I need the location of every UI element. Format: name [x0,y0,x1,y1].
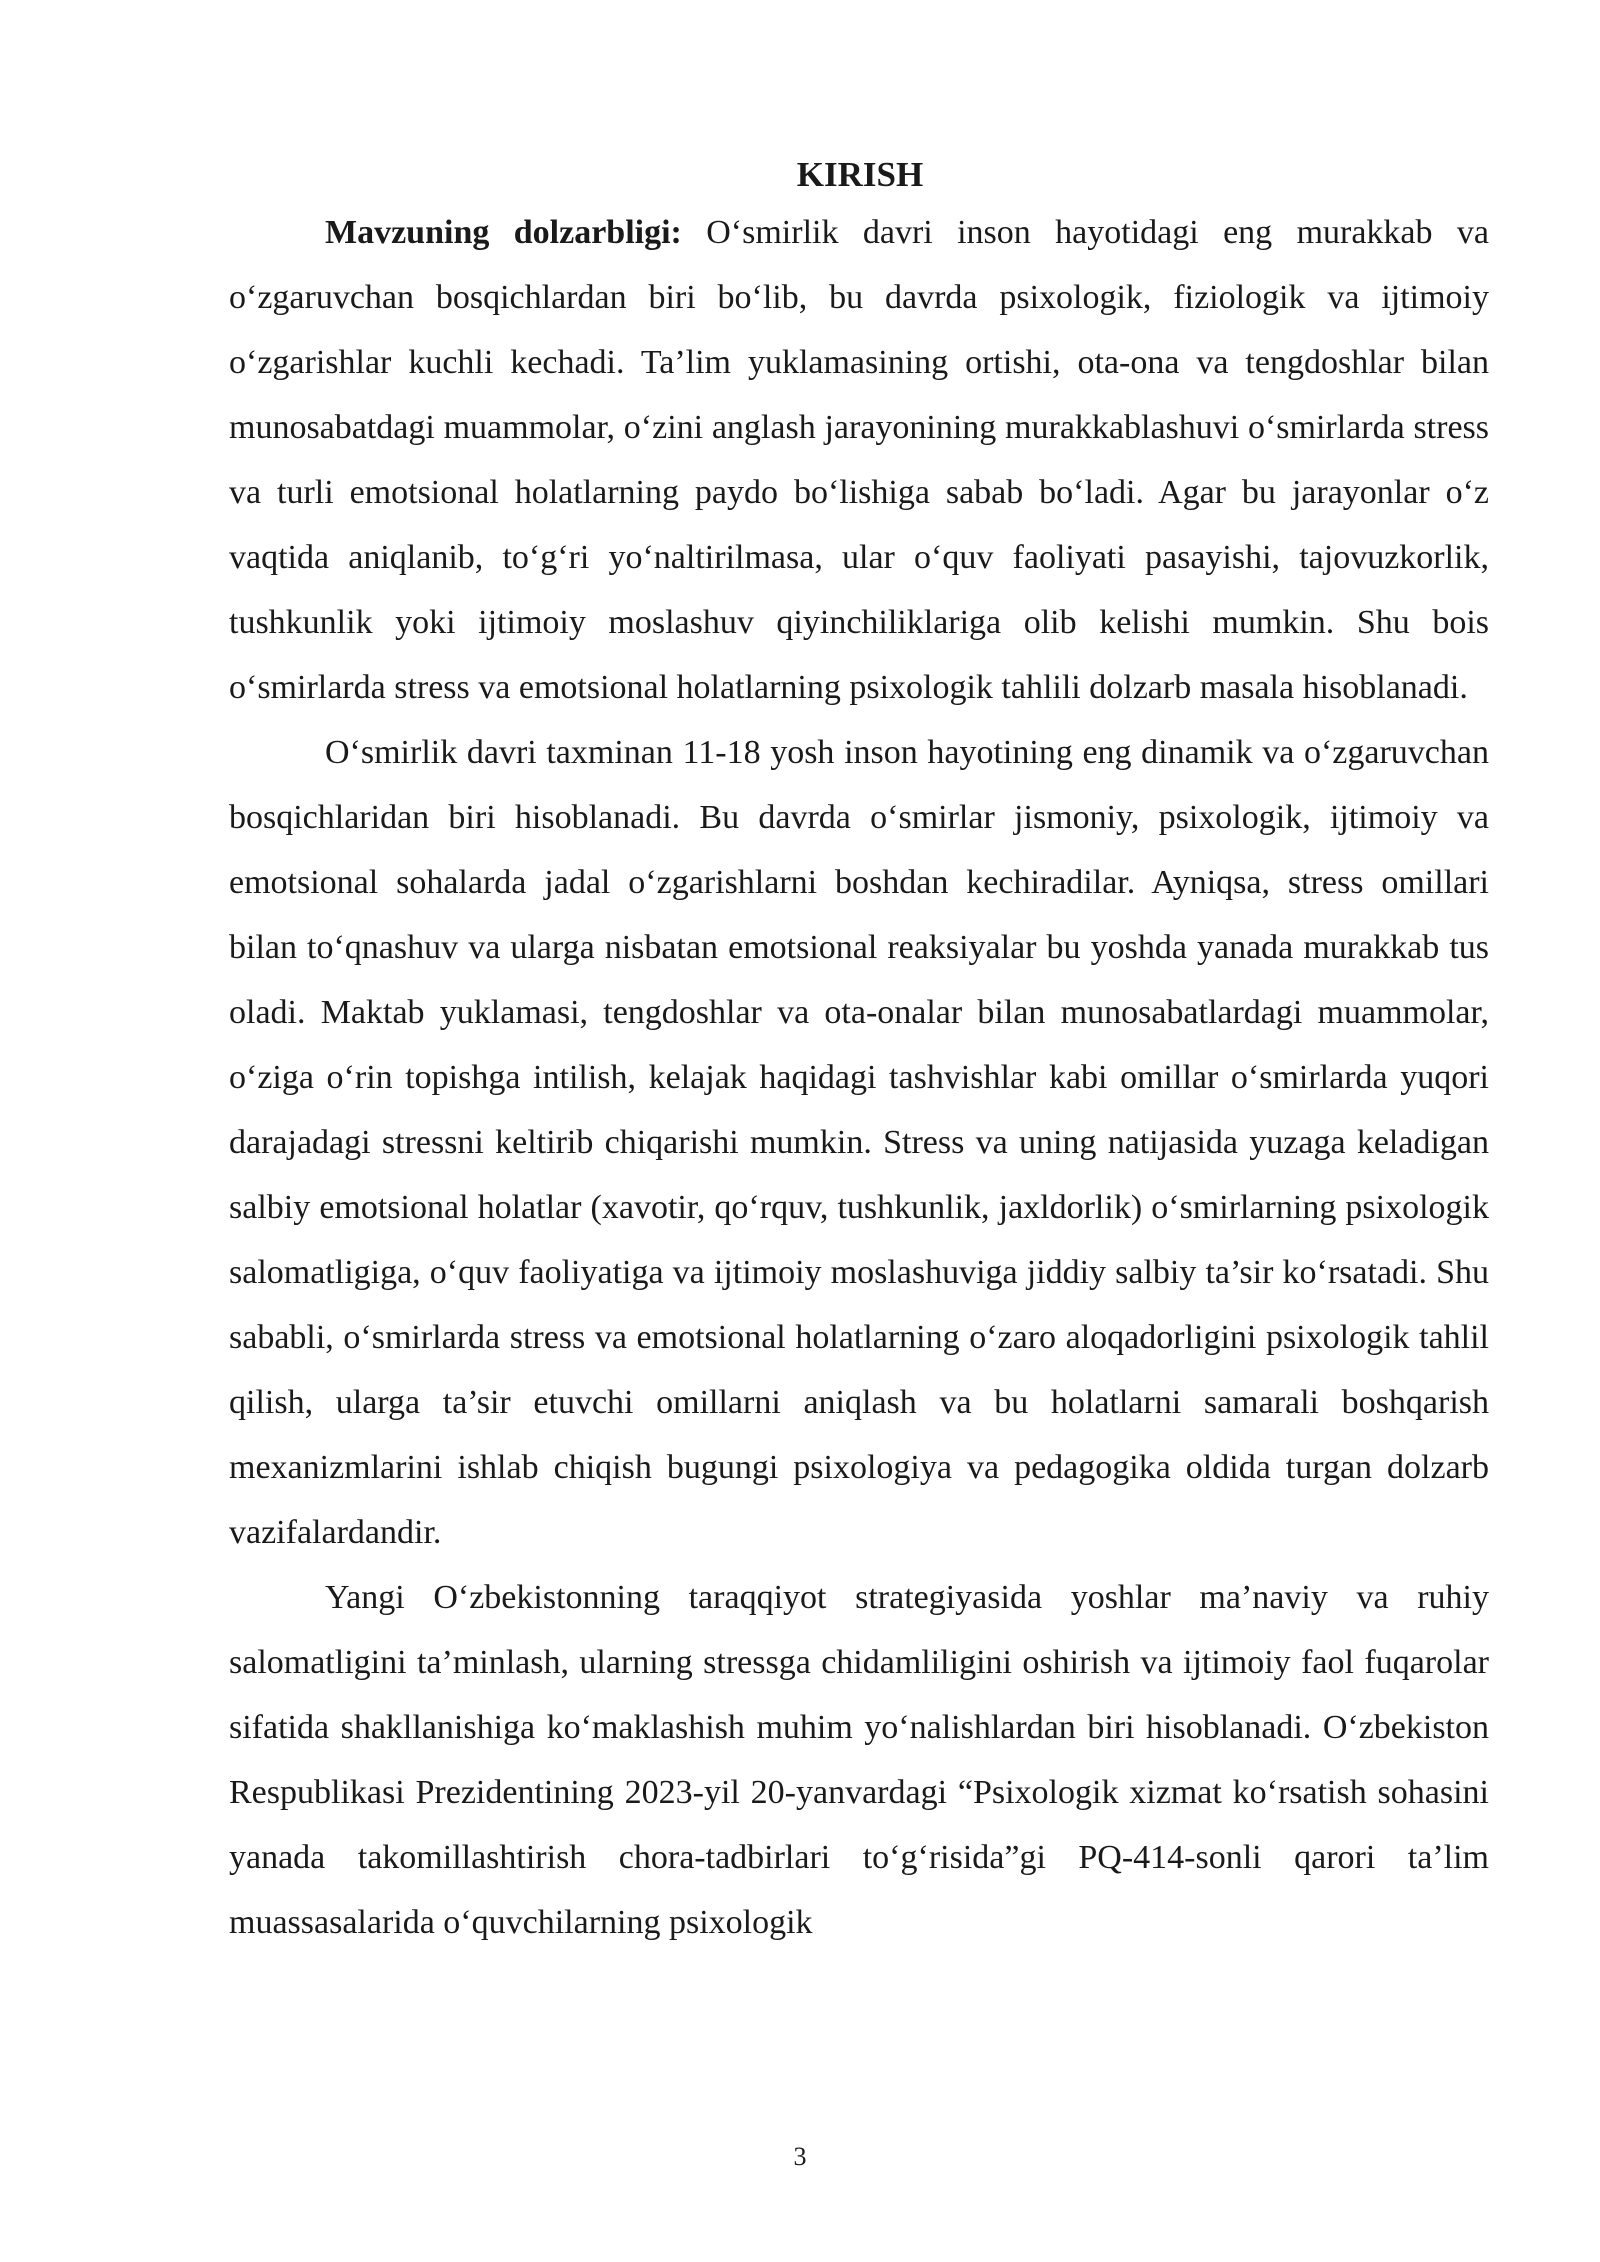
page-number: 3 [793,2142,807,2171]
paragraph-lead: Mavzuning dolzarbligi: [325,214,682,251]
paragraph-text: O‘smirlik davri inson hayotidagi eng murakkab va o‘zgaruvchan bosqichlardan biri bo‘lib, bu davrda psixologik, fiziologik va ijtimoiy o‘zgarishlar kuchli kechadi. Ta’lim yuklamasining ortishi, ota-ona va tengdoshlar bilan munosabatdagi muammolar, o‘zini anglash jarayonining murakkablashuvi o‘smirlarda stress va turli emotsional holatlarning paydo bo‘lishiga sabab bo‘ladi. Agar bu jarayonlar o‘z vaqtida aniqlanib, to‘g‘ri yo‘naltirilmasa, ular o‘quv faoliyati pasayishi, tajovuzkorlik, tushkunlik yoki ijtimoiy moslashuv qiyinchiliklariga olib kelishi mumkin. Shu bois o‘smirlarda stress va emotsional holatlarning psixologik tahlili dolzarb masala hisoblanadi. [229,214,1489,706]
paragraph-adolescence: O‘smirlik davri taxminan 11-18 yosh inson hayotining eng dinamik va o‘zgaruvchan bosqichlaridan biri hisoblanadi. Bu davrda o‘smirlar jismoniy, psixologik, ijtimoiy va emotsional sohalarda jadal o‘zgarishlarni boshdan kechiradilar. Ayniqsa, stress omillari bilan to‘qnashuv va ularga nisbatan emotsional reaksiyalar bu yoshda yanada murakkab tus oladi. Maktab yuklamasi, tengdoshlar va ota-onalar bilan munosabatlardagi muammolar, o‘ziga o‘rin topishga intilish, kelajak haqidagi tashvishlar kabi omillar o‘smirlarda yuqori darajadagi stressni keltirib chiqarishi mumkin. Stress va uning natijasida yuzaga keladigan salbiy emotsional holatlar (xavotir, qo‘rquv, tushkunlik, jaxldorlik) o‘smirlarning psixologik salomatligiga, o‘quv faoliyatiga va ijtimoiy moslashuviga jiddiy salbiy ta’sir ko‘rsatadi. Shu sababli, o‘smirlarda stress va emotsional holatlarning o‘zaro aloqadorligini psixologik tahlil qilish, ularga ta’sir etuvchi omillarni aniqlash va bu holatlarni samarali boshqarish mexanizmlarini ishlab chiqish bugungi psixologiya va pedagogika oldida turgan dolzarb vazifalardandir. [229,734,1489,1551]
paragraph-relevance [229,200,1489,720]
page-body [229,150,1489,1955]
section-heading: KIRISH [796,155,924,194]
paragraph-strategy: Yangi O‘zbekistonning taraqqiyot strategiyasida yoshlar ma’naviy va ruhiy salomatligini ta’minlash, ularning stressga chidamliligini oshirish va ijtimoiy faol fuqarolar sifatida shakllanishiga ko‘maklashish muhim yo‘nalishlardan biri hisoblanadi. O‘zbekiston Respublikasi Prezidentining 2023-yil 20-yanvardagi “Psixologik xizmat ko‘rsatish sohasini yanada takomillashtirish chora-tadbirlari to‘g‘risida”gi PQ-414-sonli qarori ta’lim muassasalarida o‘quvchilarning psixologik [229,1579,1489,1941]
